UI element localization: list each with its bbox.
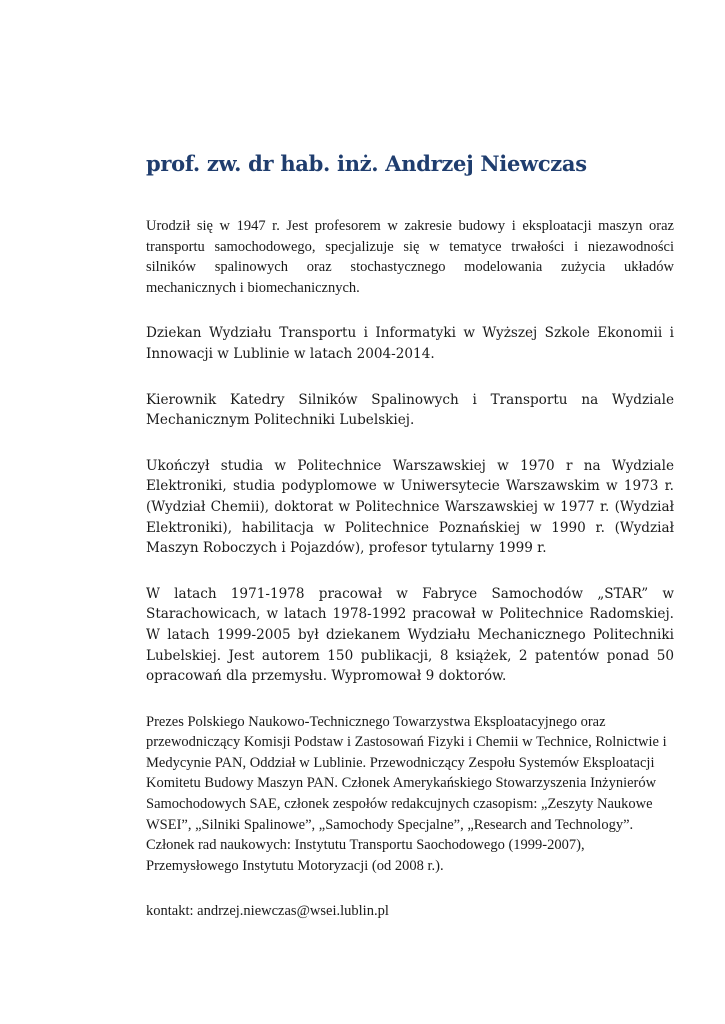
paragraph-memberships: Prezes Polskiego Naukowo-Technicznego Towarzystwa Eksploatacyjnego oraz przewodniczący Komisji Podstaw i Zastosowań Fizyki i Chemii w Technice, Rolnictwie i Medycynie PAN, Oddział w Lublinie. Przewodniczący Zespołu Systemów Eksploatacji Komitetu Budowy Maszyn PAN. Członek Amerykańskiego Stowarzyszenia Inżynierów Samochodowych SAE, członek zespołów redakcujnych czasopism: „Zeszyty Naukowe WSEI”, „Silniki Spalinowe”, „Samochody Specjalne”, „Research and Technology”. Członek rad naukowych: Instytutu Transportu Saochodowego (1999-2007), Przemysłowego Instytutu Motoryzacji (od 2008 r.). xyxy=(146,713,667,874)
page-title: prof. zw. dr hab. inż. Andrzej Niewczas xyxy=(146,151,587,176)
document-content xyxy=(146,146,674,947)
paragraph-head-of-department: Kierownik Katedry Silników Spalinowych i Transportu na Wydziale Mechanicznym Politechniki Lubelskiej. xyxy=(146,391,674,429)
paragraph-biography: Urodził się w 1947 r. Jest profesorem w zakresie budowy i eksploatacji maszyn oraz transportu samochodowego, specjalizuje się w tematyce trwałości i niezawodności silników spalinowych oraz stochastycznego modelowania zużycia układów mechanicznych i biomechanicznych. xyxy=(146,218,674,296)
paragraph-education: Ukończył studia w Politechnice Warszawskiej w 1970 r na Wydziale Elektroniki, studia podyplomowe w Uniwersytecie Warszawskim w 1973 r. (Wydział Chemii), doktorat w Politechnice Warszawskiej w 1977 r. (Wydział Elektroniki), habilitacja w Politechnice Poznańskiej w 1990 r. (Wydział Maszyn Roboczych i Pojazdów), profesor tytularny 1999 r. xyxy=(146,457,674,557)
paragraph-dean-wsei: Dziekan Wydziału Transportu i Informatyki w Wyższej Szkole Ekonomii i Innowacji w Lublinie w latach 2004-2014. xyxy=(146,325,674,362)
contact-line[interactable]: kontakt: andrzej.niewczas@wsei.lublin.pl xyxy=(146,903,389,920)
paragraph-career: W latach 1971-1978 pracował w Fabryce Samochodów „STAR” w Starachowicach, w latach 1978-1992 pracował w Politechnice Radomskiej. W latach 1999-2005 był dziekanem Wydziału Mechanicznego Politechniki Lubelskiej. Jest autorem 150 publikacji, 8 książek, 2 patentów ponad 50 opracowań dla przemysłu. Wypromował 9 doktorów. xyxy=(146,585,674,685)
